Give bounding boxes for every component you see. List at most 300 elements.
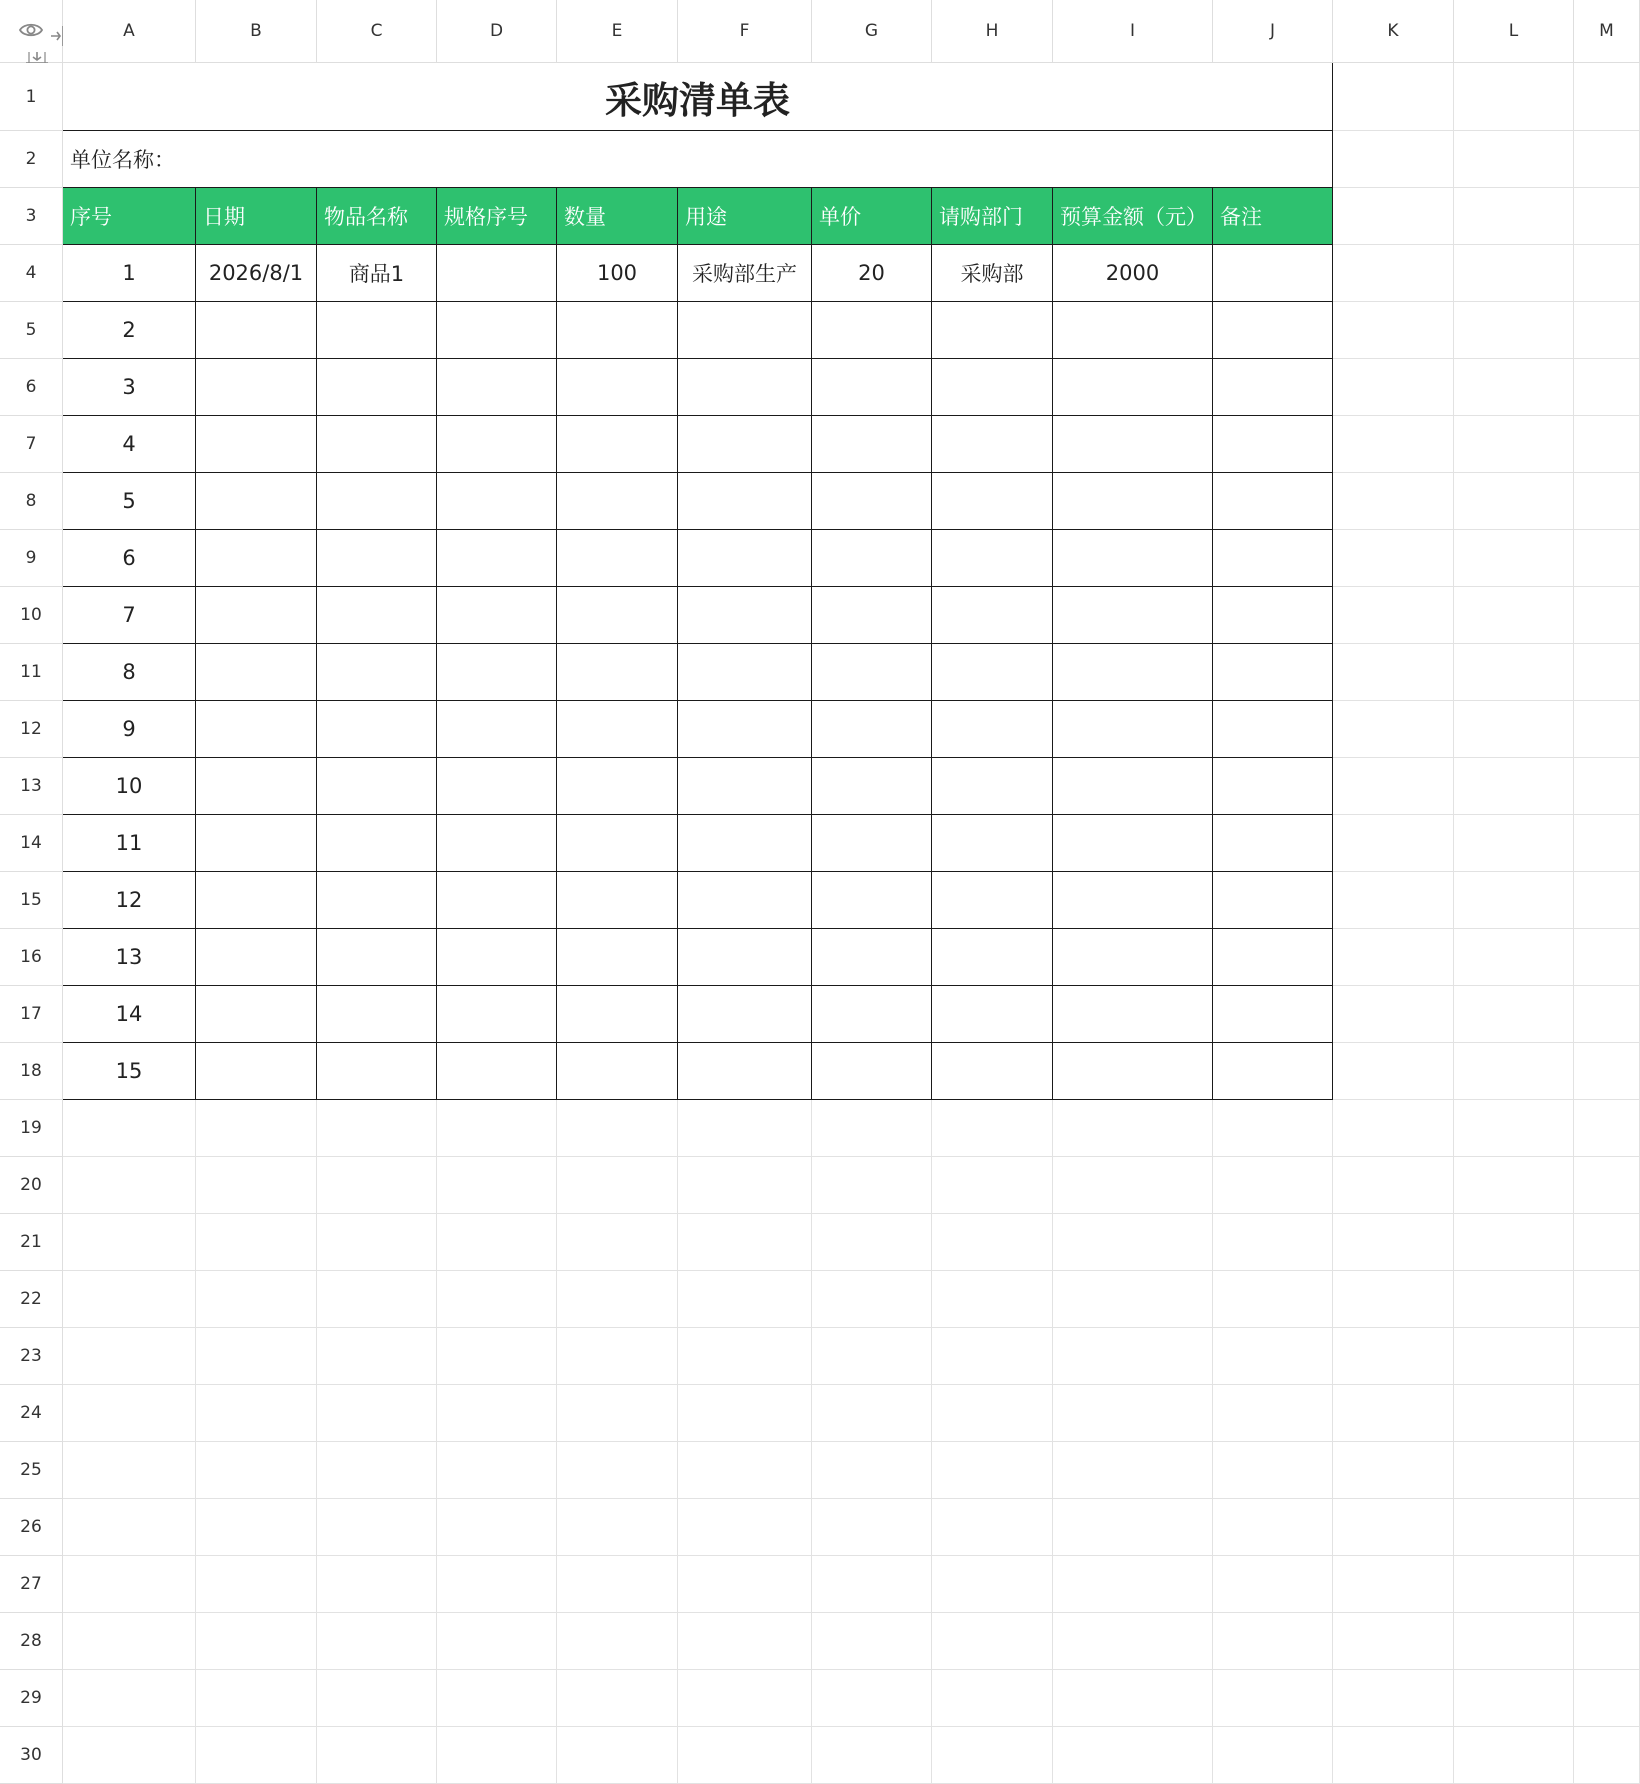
empty-cell[interactable] <box>1574 872 1640 929</box>
empty-cell[interactable] <box>1574 359 1640 416</box>
empty-cell[interactable] <box>437 1385 557 1442</box>
empty-cell[interactable] <box>437 1271 557 1328</box>
empty-cell[interactable] <box>1053 1214 1213 1271</box>
empty-cell[interactable] <box>1574 1214 1640 1271</box>
empty-cell[interactable] <box>196 1670 317 1727</box>
table-cell[interactable]: 12 <box>63 872 196 929</box>
empty-cell[interactable] <box>1333 758 1454 815</box>
row-header-6[interactable]: 6 <box>0 359 63 416</box>
row-header-7[interactable]: 7 <box>0 416 63 473</box>
table-cell[interactable] <box>196 473 317 530</box>
table-cell[interactable] <box>932 929 1053 986</box>
table-cell[interactable] <box>678 587 812 644</box>
row-header-18[interactable]: 18 <box>0 1043 63 1100</box>
column-header-i[interactable]: I <box>1053 0 1213 63</box>
table-cell[interactable] <box>317 587 437 644</box>
row-header-13[interactable]: 13 <box>0 758 63 815</box>
empty-cell[interactable] <box>437 1157 557 1214</box>
empty-cell[interactable] <box>932 1670 1053 1727</box>
empty-cell[interactable] <box>1053 1100 1213 1157</box>
table-cell[interactable] <box>437 1043 557 1100</box>
empty-cell[interactable] <box>317 1385 437 1442</box>
row-header-1[interactable]: 1 <box>0 63 63 131</box>
empty-cell[interactable] <box>437 1727 557 1784</box>
empty-cell[interactable] <box>1333 1727 1454 1784</box>
empty-cell[interactable] <box>1213 1100 1333 1157</box>
table-cell[interactable] <box>196 701 317 758</box>
row-header-16[interactable]: 16 <box>0 929 63 986</box>
empty-cell[interactable] <box>1454 1157 1574 1214</box>
table-cell[interactable] <box>317 986 437 1043</box>
empty-cell[interactable] <box>196 1442 317 1499</box>
empty-cell[interactable] <box>196 1214 317 1271</box>
column-header-e[interactable]: E <box>557 0 678 63</box>
table-cell[interactable]: 3 <box>63 359 196 416</box>
empty-cell[interactable] <box>1454 701 1574 758</box>
empty-cell[interactable] <box>196 1157 317 1214</box>
column-header-d[interactable]: D <box>437 0 557 63</box>
table-cell[interactable] <box>437 758 557 815</box>
table-cell[interactable] <box>317 1043 437 1100</box>
table-cell[interactable] <box>678 530 812 587</box>
column-header-m[interactable]: M <box>1574 0 1640 63</box>
column-header-h[interactable]: H <box>932 0 1053 63</box>
empty-cell[interactable] <box>1454 644 1574 701</box>
table-cell[interactable] <box>557 473 678 530</box>
table-cell[interactable] <box>678 416 812 473</box>
table-cell[interactable] <box>557 986 678 1043</box>
empty-cell[interactable] <box>557 1100 678 1157</box>
row-header-29[interactable]: 29 <box>0 1670 63 1727</box>
table-cell[interactable] <box>1213 758 1333 815</box>
empty-cell[interactable] <box>557 1556 678 1613</box>
empty-cell[interactable] <box>1053 1499 1213 1556</box>
empty-cell[interactable] <box>196 1499 317 1556</box>
column-header-k[interactable]: K <box>1333 0 1454 63</box>
table-cell[interactable] <box>812 359 932 416</box>
empty-cell[interactable] <box>317 1271 437 1328</box>
empty-cell[interactable] <box>678 1670 812 1727</box>
empty-cell[interactable] <box>1574 416 1640 473</box>
empty-cell[interactable] <box>557 1499 678 1556</box>
empty-cell[interactable] <box>1454 1328 1574 1385</box>
row-header-27[interactable]: 27 <box>0 1556 63 1613</box>
empty-cell[interactable] <box>1333 1556 1454 1613</box>
row-header-28[interactable]: 28 <box>0 1613 63 1670</box>
empty-cell[interactable] <box>1333 1499 1454 1556</box>
empty-cell[interactable] <box>678 1556 812 1613</box>
table-cell[interactable] <box>812 1043 932 1100</box>
empty-cell[interactable] <box>1053 1670 1213 1727</box>
row-header-21[interactable]: 21 <box>0 1214 63 1271</box>
table-cell[interactable] <box>1053 929 1213 986</box>
table-cell[interactable] <box>437 815 557 872</box>
table-cell[interactable] <box>1213 473 1333 530</box>
empty-cell[interactable] <box>557 1214 678 1271</box>
empty-cell[interactable] <box>1454 815 1574 872</box>
table-cell[interactable] <box>317 473 437 530</box>
empty-cell[interactable] <box>812 1499 932 1556</box>
table-cell[interactable] <box>678 359 812 416</box>
empty-cell[interactable] <box>196 1328 317 1385</box>
header-cell[interactable]: 单价 <box>812 188 932 245</box>
empty-cell[interactable] <box>557 1385 678 1442</box>
empty-cell[interactable] <box>1053 1157 1213 1214</box>
empty-cell[interactable] <box>1574 1328 1640 1385</box>
table-cell[interactable] <box>1053 872 1213 929</box>
empty-cell[interactable] <box>1574 1385 1640 1442</box>
empty-cell[interactable] <box>932 1271 1053 1328</box>
empty-cell[interactable] <box>1454 359 1574 416</box>
table-cell[interactable] <box>932 359 1053 416</box>
table-cell[interactable] <box>437 530 557 587</box>
table-cell[interactable] <box>437 302 557 359</box>
empty-cell[interactable] <box>1454 245 1574 302</box>
empty-cell[interactable] <box>1053 1328 1213 1385</box>
empty-cell[interactable] <box>1574 1100 1640 1157</box>
empty-cell[interactable] <box>1333 188 1454 245</box>
empty-cell[interactable] <box>63 1157 196 1214</box>
empty-cell[interactable] <box>1574 929 1640 986</box>
empty-cell[interactable] <box>1333 1157 1454 1214</box>
empty-cell[interactable] <box>932 1556 1053 1613</box>
table-cell[interactable]: 1 <box>63 245 196 302</box>
empty-cell[interactable] <box>1454 473 1574 530</box>
column-header-c[interactable]: C <box>317 0 437 63</box>
table-cell[interactable]: 2 <box>63 302 196 359</box>
empty-cell[interactable] <box>1053 1727 1213 1784</box>
table-cell[interactable] <box>1213 302 1333 359</box>
table-cell[interactable] <box>812 872 932 929</box>
table-cell[interactable] <box>317 530 437 587</box>
empty-cell[interactable] <box>1213 1214 1333 1271</box>
empty-cell[interactable] <box>1333 1271 1454 1328</box>
table-cell[interactable] <box>196 815 317 872</box>
table-cell[interactable] <box>317 644 437 701</box>
table-cell[interactable] <box>317 758 437 815</box>
empty-cell[interactable] <box>317 1613 437 1670</box>
empty-cell[interactable] <box>1454 587 1574 644</box>
empty-cell[interactable] <box>1333 929 1454 986</box>
table-cell[interactable] <box>812 986 932 1043</box>
empty-cell[interactable] <box>1574 644 1640 701</box>
empty-cell[interactable] <box>1574 302 1640 359</box>
empty-cell[interactable] <box>1454 1385 1574 1442</box>
empty-cell[interactable] <box>1213 1613 1333 1670</box>
empty-cell[interactable] <box>932 1385 1053 1442</box>
table-cell[interactable] <box>1213 815 1333 872</box>
table-cell[interactable] <box>932 758 1053 815</box>
table-cell[interactable] <box>317 929 437 986</box>
empty-cell[interactable] <box>1574 815 1640 872</box>
empty-cell[interactable] <box>1574 1670 1640 1727</box>
table-cell[interactable] <box>196 416 317 473</box>
table-cell[interactable] <box>678 701 812 758</box>
empty-cell[interactable] <box>1574 1727 1640 1784</box>
table-cell[interactable] <box>437 359 557 416</box>
empty-cell[interactable] <box>678 1271 812 1328</box>
empty-cell[interactable] <box>1333 473 1454 530</box>
empty-cell[interactable] <box>812 1271 932 1328</box>
empty-cell[interactable] <box>1333 245 1454 302</box>
table-cell[interactable] <box>932 530 1053 587</box>
table-cell[interactable] <box>812 530 932 587</box>
empty-cell[interactable] <box>1333 131 1454 188</box>
table-cell[interactable] <box>1213 986 1333 1043</box>
empty-cell[interactable] <box>63 1328 196 1385</box>
table-cell[interactable] <box>678 644 812 701</box>
table-cell[interactable] <box>1053 587 1213 644</box>
table-cell[interactable]: 100 <box>557 245 678 302</box>
empty-cell[interactable] <box>812 1214 932 1271</box>
empty-cell[interactable] <box>437 1328 557 1385</box>
empty-cell[interactable] <box>1333 1100 1454 1157</box>
empty-cell[interactable] <box>1574 530 1640 587</box>
empty-cell[interactable] <box>1574 1157 1640 1214</box>
column-header-a[interactable]: A <box>63 0 196 63</box>
empty-cell[interactable] <box>63 1100 196 1157</box>
column-header-f[interactable]: F <box>678 0 812 63</box>
table-cell[interactable] <box>812 587 932 644</box>
empty-cell[interactable] <box>812 1385 932 1442</box>
row-header-20[interactable]: 20 <box>0 1157 63 1214</box>
empty-cell[interactable] <box>63 1271 196 1328</box>
table-cell[interactable]: 7 <box>63 587 196 644</box>
empty-cell[interactable] <box>317 1499 437 1556</box>
row-header-19[interactable]: 19 <box>0 1100 63 1157</box>
table-cell[interactable] <box>1213 644 1333 701</box>
empty-cell[interactable] <box>932 1499 1053 1556</box>
empty-cell[interactable] <box>317 1214 437 1271</box>
empty-cell[interactable] <box>1574 1499 1640 1556</box>
empty-cell[interactable] <box>1454 1442 1574 1499</box>
empty-cell[interactable] <box>678 1214 812 1271</box>
empty-cell[interactable] <box>1213 1271 1333 1328</box>
empty-cell[interactable] <box>317 1727 437 1784</box>
table-cell[interactable] <box>1053 530 1213 587</box>
table-cell[interactable] <box>437 701 557 758</box>
empty-cell[interactable] <box>1454 416 1574 473</box>
table-cell[interactable] <box>1053 1043 1213 1100</box>
empty-cell[interactable] <box>63 1670 196 1727</box>
row-header-2[interactable]: 2 <box>0 131 63 188</box>
table-cell[interactable] <box>557 644 678 701</box>
empty-cell[interactable] <box>196 1727 317 1784</box>
table-cell[interactable] <box>196 644 317 701</box>
empty-cell[interactable] <box>63 1556 196 1613</box>
unit-name-label[interactable]: 单位名称： <box>63 131 1333 188</box>
empty-cell[interactable] <box>1454 1499 1574 1556</box>
empty-cell[interactable] <box>196 1385 317 1442</box>
empty-cell[interactable] <box>557 1328 678 1385</box>
empty-cell[interactable] <box>557 1727 678 1784</box>
empty-cell[interactable] <box>437 1100 557 1157</box>
empty-cell[interactable] <box>812 1670 932 1727</box>
empty-cell[interactable] <box>812 1727 932 1784</box>
table-cell[interactable]: 6 <box>63 530 196 587</box>
table-cell[interactable] <box>557 929 678 986</box>
empty-cell[interactable] <box>1053 1442 1213 1499</box>
table-cell[interactable] <box>812 701 932 758</box>
table-cell[interactable]: 20 <box>812 245 932 302</box>
empty-cell[interactable] <box>1333 63 1454 131</box>
table-cell[interactable]: 采购部生产 <box>678 245 812 302</box>
table-cell[interactable] <box>932 473 1053 530</box>
empty-cell[interactable] <box>557 1271 678 1328</box>
empty-cell[interactable] <box>932 1214 1053 1271</box>
table-cell[interactable]: 9 <box>63 701 196 758</box>
row-header-11[interactable]: 11 <box>0 644 63 701</box>
empty-cell[interactable] <box>1454 872 1574 929</box>
empty-cell[interactable] <box>678 1613 812 1670</box>
empty-cell[interactable] <box>317 1442 437 1499</box>
table-cell[interactable] <box>317 416 437 473</box>
table-cell[interactable] <box>932 302 1053 359</box>
table-cell[interactable] <box>1213 701 1333 758</box>
empty-cell[interactable] <box>678 1328 812 1385</box>
table-cell[interactable] <box>812 929 932 986</box>
empty-cell[interactable] <box>1053 1613 1213 1670</box>
empty-cell[interactable] <box>1574 1613 1640 1670</box>
table-cell[interactable] <box>1213 1043 1333 1100</box>
column-header-b[interactable]: B <box>196 0 317 63</box>
empty-cell[interactable] <box>1213 1670 1333 1727</box>
empty-cell[interactable] <box>1053 1556 1213 1613</box>
header-cell[interactable]: 用途 <box>678 188 812 245</box>
empty-cell[interactable] <box>932 1613 1053 1670</box>
empty-cell[interactable] <box>1213 1442 1333 1499</box>
empty-cell[interactable] <box>1213 1385 1333 1442</box>
empty-cell[interactable] <box>1574 473 1640 530</box>
row-header-3[interactable]: 3 <box>0 188 63 245</box>
empty-cell[interactable] <box>1053 1385 1213 1442</box>
table-cell[interactable] <box>932 986 1053 1043</box>
header-cell[interactable]: 规格序号 <box>437 188 557 245</box>
empty-cell[interactable] <box>437 1442 557 1499</box>
row-header-26[interactable]: 26 <box>0 1499 63 1556</box>
table-cell[interactable]: 商品1 <box>317 245 437 302</box>
table-cell[interactable] <box>932 587 1053 644</box>
empty-cell[interactable] <box>1454 302 1574 359</box>
table-cell[interactable]: 10 <box>63 758 196 815</box>
table-cell[interactable] <box>1053 302 1213 359</box>
empty-cell[interactable] <box>1574 1442 1640 1499</box>
table-cell[interactable] <box>1053 986 1213 1043</box>
table-cell[interactable] <box>678 815 812 872</box>
empty-cell[interactable] <box>1454 1271 1574 1328</box>
empty-cell[interactable] <box>557 1670 678 1727</box>
column-header-l[interactable]: L <box>1454 0 1574 63</box>
empty-cell[interactable] <box>1333 1442 1454 1499</box>
header-cell[interactable]: 请购部门 <box>932 188 1053 245</box>
row-header-10[interactable]: 10 <box>0 587 63 644</box>
table-cell[interactable] <box>678 872 812 929</box>
empty-cell[interactable] <box>1574 701 1640 758</box>
empty-cell[interactable] <box>1574 1556 1640 1613</box>
empty-cell[interactable] <box>678 1157 812 1214</box>
table-cell[interactable] <box>678 302 812 359</box>
empty-cell[interactable] <box>63 1727 196 1784</box>
empty-cell[interactable] <box>1574 63 1640 131</box>
empty-cell[interactable] <box>1333 1043 1454 1100</box>
empty-cell[interactable] <box>1454 63 1574 131</box>
empty-cell[interactable] <box>317 1157 437 1214</box>
table-cell[interactable] <box>1213 416 1333 473</box>
empty-cell[interactable] <box>678 1442 812 1499</box>
table-cell[interactable] <box>437 416 557 473</box>
table-cell[interactable] <box>437 644 557 701</box>
table-cell[interactable] <box>1213 530 1333 587</box>
table-cell[interactable] <box>812 416 932 473</box>
empty-cell[interactable] <box>1333 1613 1454 1670</box>
table-cell[interactable] <box>557 587 678 644</box>
empty-cell[interactable] <box>1333 530 1454 587</box>
table-cell[interactable] <box>812 815 932 872</box>
row-header-15[interactable]: 15 <box>0 872 63 929</box>
empty-cell[interactable] <box>1574 1271 1640 1328</box>
table-cell[interactable] <box>557 815 678 872</box>
table-cell[interactable] <box>557 416 678 473</box>
table-cell[interactable] <box>557 758 678 815</box>
table-cell[interactable]: 14 <box>63 986 196 1043</box>
empty-cell[interactable] <box>1574 587 1640 644</box>
table-cell[interactable] <box>812 758 932 815</box>
header-cell[interactable]: 序号 <box>63 188 196 245</box>
empty-cell[interactable] <box>1213 1556 1333 1613</box>
table-cell[interactable]: 4 <box>63 416 196 473</box>
empty-cell[interactable] <box>812 1157 932 1214</box>
table-cell[interactable] <box>437 473 557 530</box>
table-cell[interactable] <box>812 644 932 701</box>
empty-cell[interactable] <box>1333 1214 1454 1271</box>
empty-cell[interactable] <box>196 1613 317 1670</box>
empty-cell[interactable] <box>1574 986 1640 1043</box>
table-cell[interactable] <box>932 872 1053 929</box>
row-header-4[interactable]: 4 <box>0 245 63 302</box>
empty-cell[interactable] <box>678 1727 812 1784</box>
empty-cell[interactable] <box>678 1385 812 1442</box>
table-cell[interactable] <box>196 530 317 587</box>
empty-cell[interactable] <box>1213 1499 1333 1556</box>
table-cell[interactable] <box>932 416 1053 473</box>
table-cell[interactable] <box>812 302 932 359</box>
table-cell[interactable] <box>1053 815 1213 872</box>
empty-cell[interactable] <box>678 1100 812 1157</box>
empty-cell[interactable] <box>1454 188 1574 245</box>
sheet-title[interactable]: 采购清单表 <box>63 63 1333 131</box>
table-cell[interactable] <box>678 758 812 815</box>
table-cell[interactable]: 8 <box>63 644 196 701</box>
empty-cell[interactable] <box>1454 530 1574 587</box>
table-cell[interactable] <box>678 986 812 1043</box>
empty-cell[interactable] <box>932 1727 1053 1784</box>
table-cell[interactable] <box>317 302 437 359</box>
table-cell[interactable] <box>437 929 557 986</box>
empty-cell[interactable] <box>1454 758 1574 815</box>
table-cell[interactable] <box>1213 245 1333 302</box>
empty-cell[interactable] <box>317 1670 437 1727</box>
table-cell[interactable] <box>932 701 1053 758</box>
row-header-14[interactable]: 14 <box>0 815 63 872</box>
empty-cell[interactable] <box>932 1157 1053 1214</box>
table-cell[interactable] <box>1213 587 1333 644</box>
row-header-22[interactable]: 22 <box>0 1271 63 1328</box>
empty-cell[interactable] <box>812 1613 932 1670</box>
table-cell[interactable] <box>196 986 317 1043</box>
eye-icon[interactable] <box>18 21 44 39</box>
empty-cell[interactable] <box>557 1442 678 1499</box>
table-cell[interactable] <box>678 473 812 530</box>
